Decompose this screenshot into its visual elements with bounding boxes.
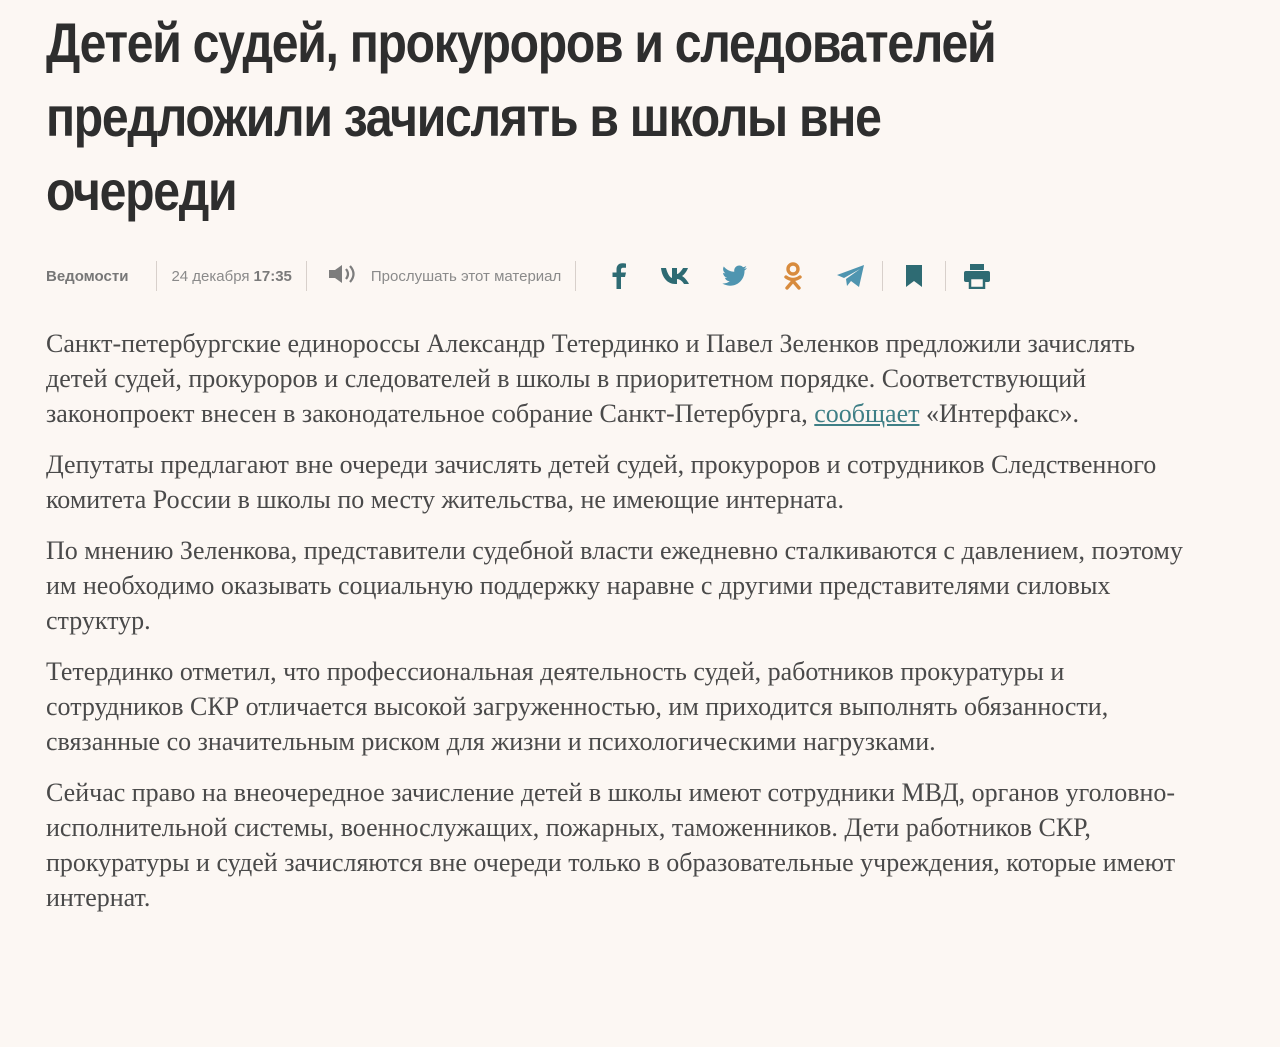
listen-button[interactable]: [327, 263, 561, 289]
listen-label: Прослушать этот материал: [370, 267, 562, 285]
paragraph: Санкт-петербургские единороссы Александр Тетердинко и Павел Зеленков предложили зачислять детей судей, прокуроров и следователей в школы в приоритетном порядке. Соответствующий законопроект внесен в законодательное собрание Санкт-Петербурга, сообщает «Интерфакс».: [46, 329, 1135, 428]
paragraph: Сейчас право на внеочередное зачисление детей в школы имеют сотрудники МВД, органов уголовно-исполнительной системы, военнослужащих, пожарных, таможенников. Дети работников СКР, прокуратуры и судей зачисляются вне очереди только в образовательные учреждения, которые имеют интернат.: [46, 778, 1176, 912]
publish-time: 17:35: [253, 267, 292, 285]
divider: [156, 261, 157, 291]
article-title: Детей судей, прокуроров и следователей предложили зачислять в школы вне очереди: [46, 11, 996, 222]
source-name[interactable]: Ведомости: [46, 267, 129, 285]
paragraph: Депутаты предлагают вне очереди зачислять детей судей, прокуроров и сотрудников Следственного комитета России в школы по месту жительства, не имеющие интерната.: [46, 450, 1157, 514]
paragraph: Тетердинко отметил, что профессиональная деятельность судей, работников прокуратуры и сотрудников СКР отличается высокой загруженностью, им приходится выполнять обязанности, связанные со значительным риском для жизни и психологическими нагрузками.: [46, 657, 1109, 756]
bookmark-icon[interactable]: [885, 258, 943, 294]
speaker-icon: [327, 263, 371, 289]
telegram-icon[interactable]: [822, 258, 880, 294]
divider: [575, 261, 576, 291]
publish-date: 24 декабря: [171, 267, 250, 285]
divider: [945, 261, 946, 291]
twitter-icon[interactable]: [706, 258, 764, 294]
odnoklassniki-icon[interactable]: [764, 258, 822, 294]
article-body: [46, 326, 1186, 931]
share-bar: [590, 258, 1006, 294]
print-icon[interactable]: [948, 258, 1006, 294]
article-meta-bar: [46, 258, 1066, 294]
paragraph: По мнению Зеленкова, представители судебной власти ежедневно сталкиваются с давлением, поэтому им необходимо оказывать социальную поддержку наравне с другими представителями силовых структур.: [46, 536, 1183, 635]
vk-icon[interactable]: [648, 258, 706, 294]
source-link[interactable]: сообщает: [814, 399, 920, 428]
divider: [882, 261, 883, 291]
facebook-icon[interactable]: [590, 258, 648, 294]
divider: [306, 261, 307, 291]
